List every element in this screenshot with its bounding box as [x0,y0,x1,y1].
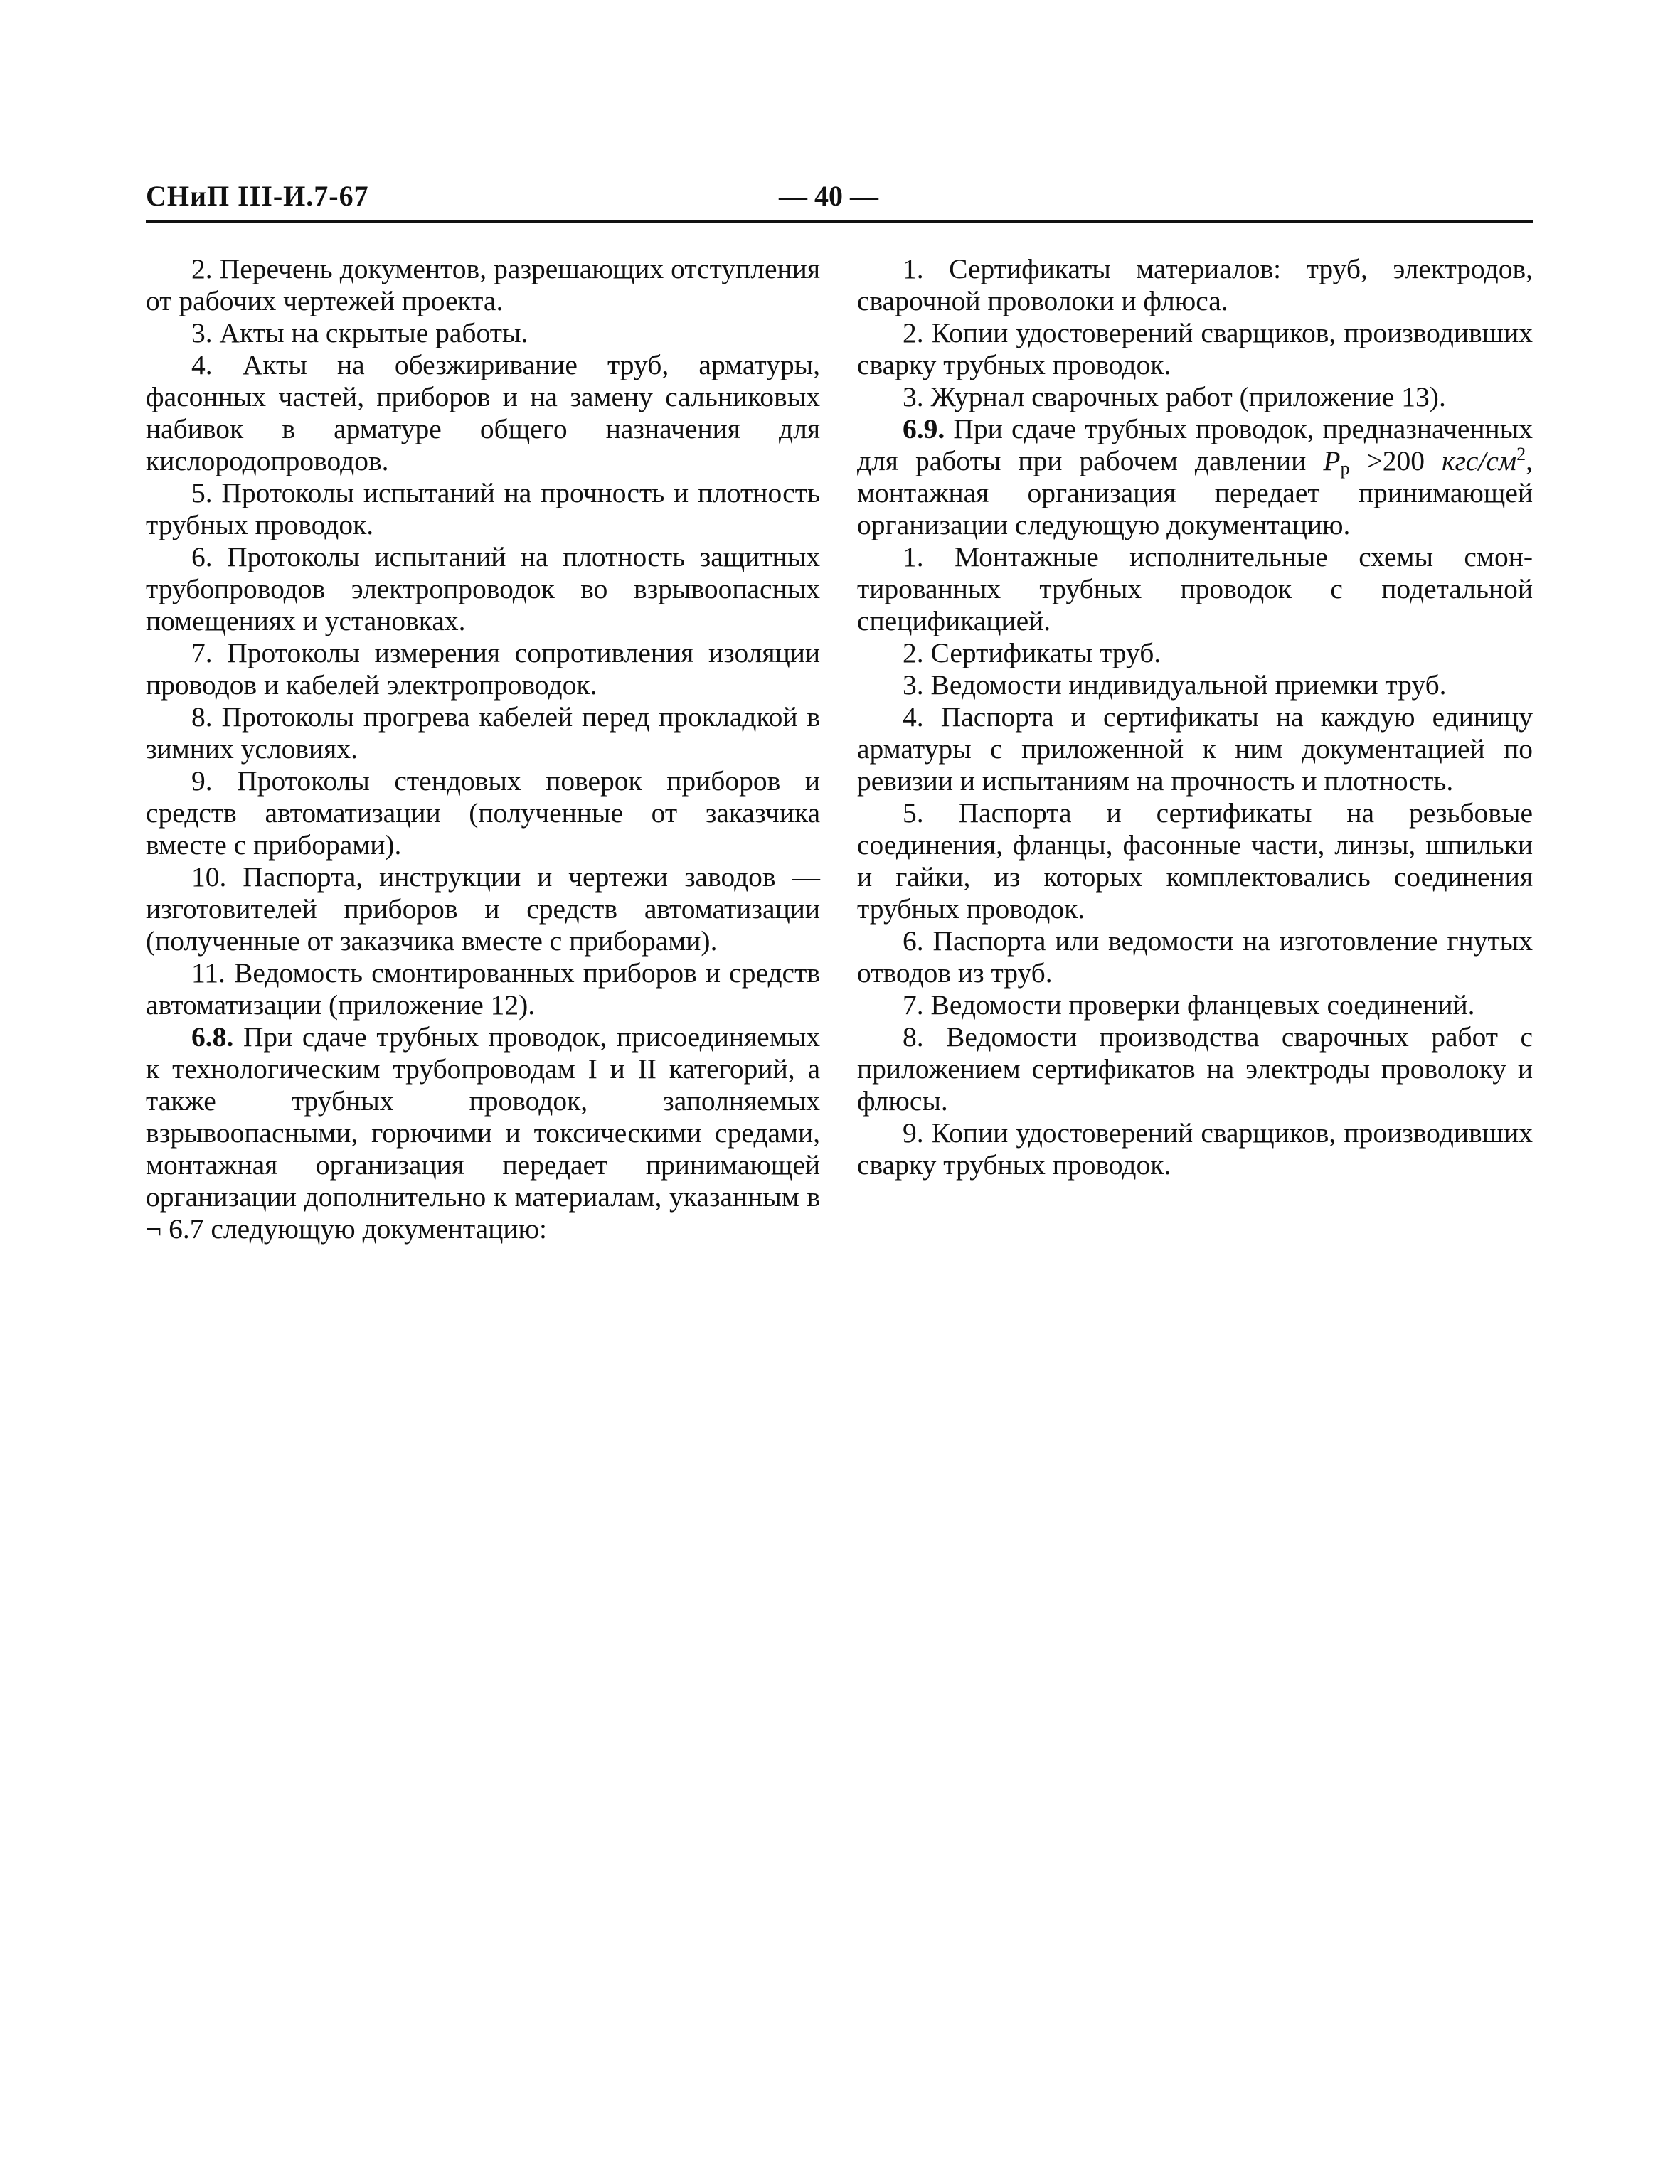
pressure-subscript: р [1340,458,1350,479]
pressure-unit-power: 2 [1516,444,1526,464]
list-item: 4. Паспорта и сертификаты на каждую единицу арматуры с приложенной к ним документацией по ревизии и испытаниям на прочность и плотность. [857,701,1533,797]
section-text-continued: , монтажная организация передает принимающей организации следующую документацию. [857,445,1533,540]
list-item: 9. Копии удостоверений сварщиков, производивших сварку трубных проводок. [857,1117,1533,1181]
list-item: 2. Перечень документов, разрешающих отступления от рабочих чертежей проекта. [146,253,820,316]
left-column [146,253,820,1245]
list-item: 5. Паспорта и сертификаты на резьбовые соединения, фланцы, фасонные части, линзы, шпильки и гайки, из которых комплектовались соединения трубных проводок. [857,797,1533,925]
pressure-unit: кгс/см [1441,445,1517,476]
list-item: 3. Ведомости индивидуальной приемки труб. [903,669,1447,701]
section-number: 6.8. [191,1021,234,1053]
list-item: 9. Протоколы стендовых поверок приборов и средств автоматизации (полученные от заказчика вместе с приборами). [146,765,820,861]
right-column [857,253,1533,1181]
list-item: 1. Монтажные исполнительные схемы смонтированных трубных проводок с подетальной спецификацией. [857,541,1533,636]
list-item: 8. Протоколы прогрева кабелей перед прокладкой в зимних условиях. [146,701,820,765]
list-item: 6. Паспорта или ведомости на изготовление гнутых отводов из труб. [857,925,1533,989]
list-item: 10. Паспорта, инструкции и чертежи заводов — изготовителей приборов и средств автоматизации (полученные от заказчика вместе с приборами). [146,861,820,957]
document-code: СНиП III-И.7-67 [146,180,369,212]
pressure-symbol: P [1323,445,1341,476]
list-item: 3. Журнал сварочных работ (приложение 13). [903,381,1446,412]
list-item: 7. Протоколы измерения сопротивления изоляции проводов и кабелей электропроводок. [146,637,820,701]
page-number: — 40 — [779,180,878,212]
list-item: 1. Сертификаты материалов: труб, электродов, сварочной проволоки и флюса. [857,253,1533,316]
list-item: 11. Ведомость смонтированных приборов и средств автоматизации (приложение 12). [146,957,820,1021]
list-item: 3. Акты на скрытые работы. [191,317,528,348]
list-item: 2. Копии удостоверений сварщиков, производивших сварку трубных проводок. [857,317,1533,380]
list-item: 4. Акты на обезжиривание труб, арматуры, фасонных частей, приборов и на замену сальниковых набивок в арматуре общего назначения для кислородопроводов. [146,349,820,476]
pressure-value: >200 [1349,445,1442,476]
list-item: 2. Сертификаты труб. [903,637,1161,668]
list-item: 6. Протоколы испытаний на плотность защитных трубопроводов электропроводок во взрывоопасных помещениях и установках. [146,541,820,636]
list-item: 5. Протоколы испытаний на прочность и плотность трубных проводок. [146,477,820,540]
section-6-9 [857,413,1533,541]
section-text: При сдаче трубных проводок, предназначенных для работы при рабочем давлении [857,413,1533,476]
page-header [146,179,1533,215]
list-item: 8. Ведомости производства сварочных работ с приложением сертификатов на электроды проволоку и флюсы. [857,1021,1533,1117]
section-text: При сдаче трубных проводок, присоединяемых к технологическим трубопроводам I и II категорий, а также трубных проводок, заполняемых взрывоопасными, горючими и токсическими средами, монтажная организация передает принимающей организации дополнительно к материалам, указанным в ¬ 6.7 следующую документацию: [146,1021,820,1245]
header-rule [146,220,1533,223]
section-number: 6.9. [903,413,945,444]
list-item: 7. Ведомости проверки фланцевых соединений. [903,989,1475,1021]
section-6-8 [146,1021,820,1245]
